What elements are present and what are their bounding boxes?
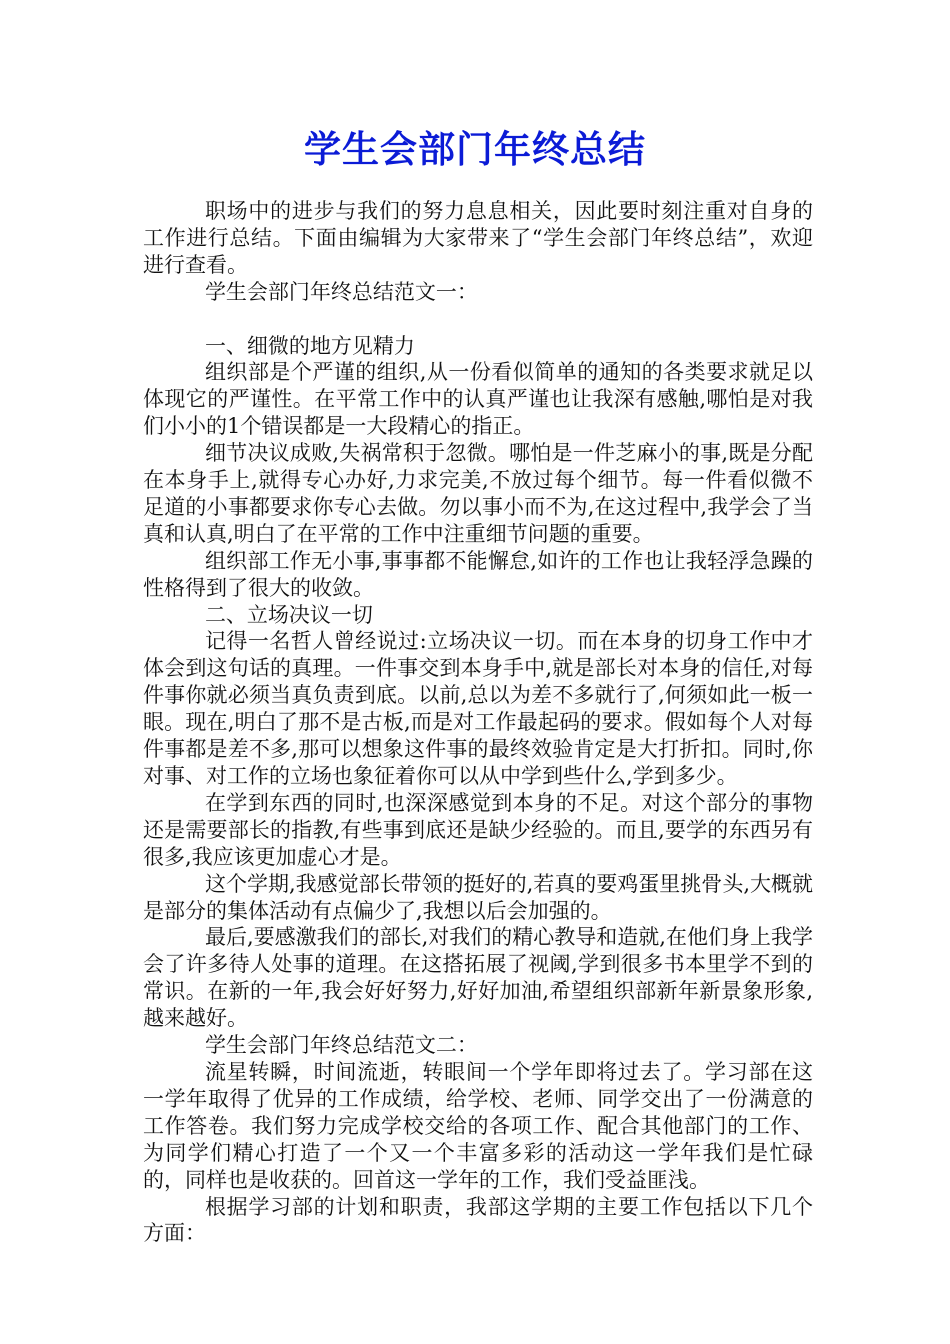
section-heading-sample-one: 学生会部门年终总结范文一：	[204, 279, 478, 304]
subheading-attitude: 二、立场决议一切	[204, 602, 373, 627]
paragraph: 组织部工作无小事,事事都不能懈怠,如许的工作也让我轻浮急躁的性格得到了很大的收敛。	[143, 548, 813, 600]
paragraph: 最后,要感激我们的部长,对我们的精心教导和造就,在他们身上我学会了许多待人处事的道理。在这搭拓展了视阈,学到很多书本里学不到的常识。在新的一年,我会好好努力,好好加油,希望组织部新年新景象形象,越来越好。	[143, 925, 813, 1031]
paragraph: 根据学习部的计划和职责，我部这学期的主要工作包括以下几个方面：	[143, 1194, 813, 1246]
document-body	[143, 198, 813, 1247]
section-heading-sample-two: 学生会部门年终总结范文二：	[204, 1033, 478, 1058]
paragraph: 流星转瞬，时间流逝，转眼间一个学年即将过去了。学习部在这一学年取得了优异的工作成绩，给学校、老师、同学交出了一份满意的工作答卷。我们努力完成学校交给的各项工作、配合其他部门的工作、为同学们精心打造了一个又一个丰富多彩的活动这一学年我们是忙碌的，同样也是收获的。回首这一学年的工作，我们受益匪浅。	[143, 1059, 813, 1192]
paragraph: 记得一名哲人曾经说过:立场决议一切。而在本身的切身工作中才体会到这句话的真理。一件事交到本身手中,就是部长对本身的信任,对每件事你就必须当真负责到底。以前,总以为差不多就行了,何须如此一板一眼。现在,明白了那不是古板,而是对工作最起码的要求。假如每个人对每件事都是差不多,那可以想象这件事的最终效验肯定是大打折扣。同时,你对事、对工作的立场也象征着你可以从中学到些什么,学到多少。	[143, 629, 813, 789]
paragraph-intro: 职场中的进步与我们的努力息息相关，因此要时刻注重对自身的工作进行总结。下面由编辑为大家带来了“学生会部门年终总结”，欢迎进行查看。	[143, 199, 813, 277]
subheading-details: 一、细微的地方见精力	[204, 333, 415, 358]
paragraph: 在学到东西的同时,也深深感觉到本身的不足。对这个部分的事物还是需要部长的指教,有些事到底还是缺少经验的。而且,要学的东西另有很多,我应该更加虚心才是。	[143, 790, 813, 869]
paragraph: 组织部是个严谨的组织,从一份看似简单的通知的各类要求就足以体现它的严谨性。在平常工作中的认真严谨也让我深有感触,哪怕是对我们小小的1个错误都是一大段精心的指正。	[143, 360, 813, 439]
paragraph: 细节决议成败,失祸常积于忽微。哪怕是一件芝麻小的事,既是分配在本身手上,就得专心办好,力求完美,不放过每个细节。每一件看似微不足道的小事都要求你专心去做。勿以事小而不为,在这过程中,我学会了当真和认真,明白了在平常的工作中注重细节问题的重要。	[143, 441, 813, 546]
paragraph: 这个学期,我感觉部长带领的挺好的,若真的要鸡蛋里挑骨头,大概就是部分的集体活动有点偏少了,我想以后会加强的。	[143, 871, 813, 923]
document-title: 学生会部门年终总结	[304, 128, 646, 171]
